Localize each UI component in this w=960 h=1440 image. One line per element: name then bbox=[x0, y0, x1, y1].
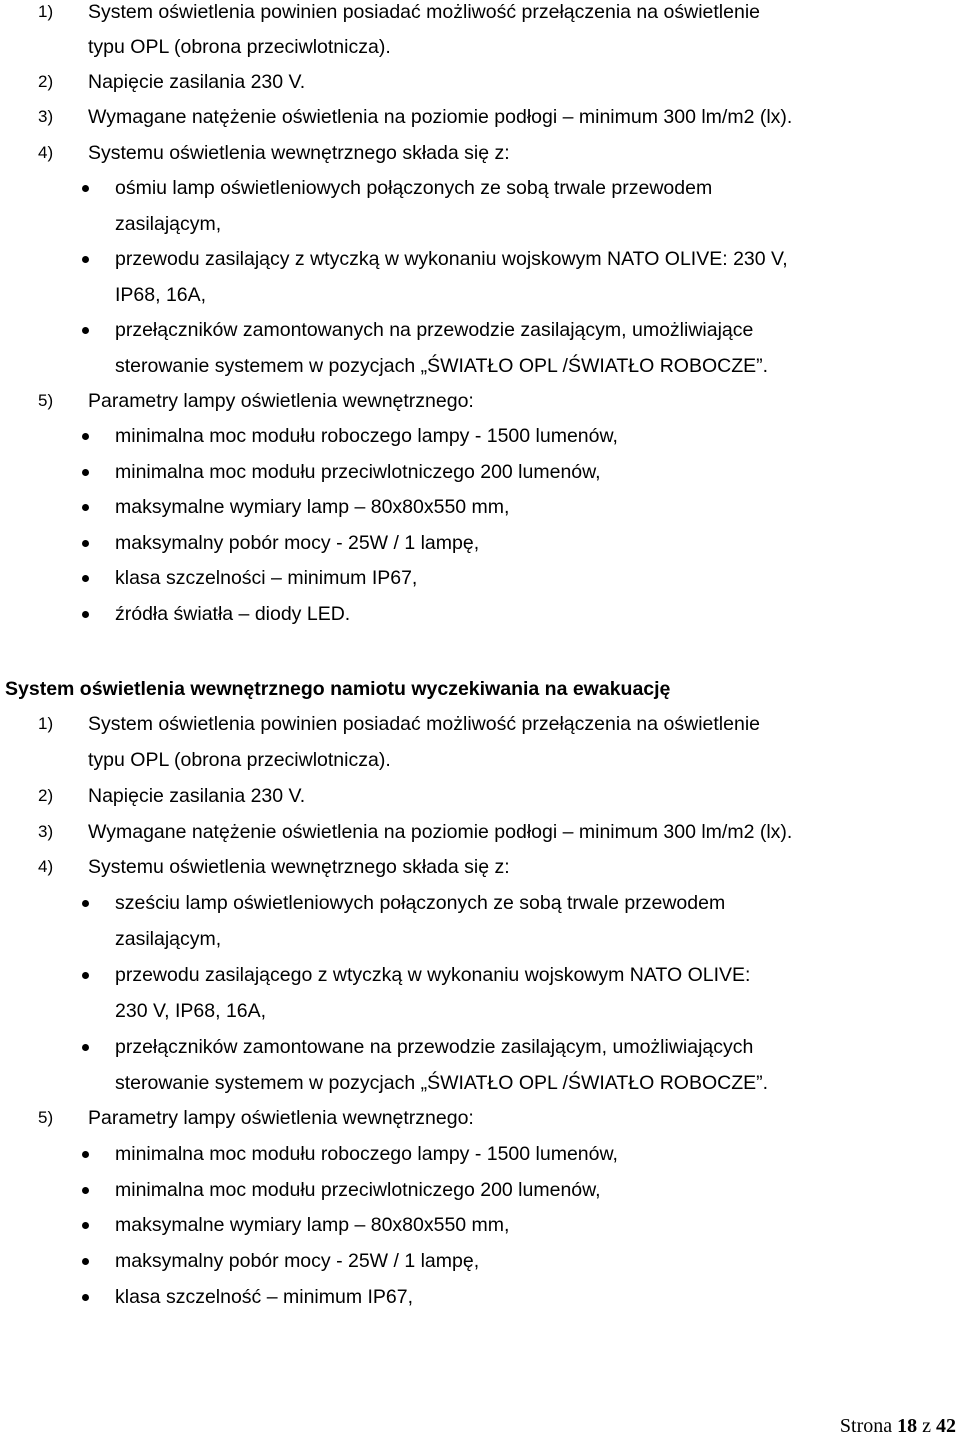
bullet-item-text: klasa szczelności – minimum IP67, bbox=[115, 567, 418, 589]
bullet-icon bbox=[82, 1187, 89, 1194]
list-item-text: System oświetlenia powinien posiadać możliwość przełączenia na oświetlenie bbox=[88, 1, 761, 23]
page-prefix: Strona bbox=[839, 1415, 893, 1437]
list-number: 3) bbox=[38, 107, 54, 126]
bullet-icon bbox=[82, 1222, 89, 1229]
bullet-icon bbox=[82, 611, 89, 618]
bullet-item-text: ośmiu lamp oświetleniowych połączonych ze sobą trwale przewodem bbox=[115, 177, 713, 199]
bullet-icon bbox=[82, 575, 89, 582]
list-number: 5) bbox=[38, 391, 54, 410]
bullet-item-text: przełączników zamontowanych na przewodzie zasilającym, umożliwiające bbox=[115, 319, 754, 341]
bullet-item-text: klasa szczelność – minimum IP67, bbox=[115, 1286, 414, 1308]
bullet-icon bbox=[82, 1044, 89, 1051]
bullet-item-text: sterowanie systemem w pozycjach „ŚWIATŁO OPL /ŚWIATŁO ROBOCZE”. bbox=[115, 355, 769, 377]
bullet-icon bbox=[82, 256, 89, 263]
list-item-text: Napięcie zasilania 230 V. bbox=[88, 785, 306, 807]
bullet-item-text: zasilającym, bbox=[115, 213, 222, 235]
list-number: 4) bbox=[38, 857, 54, 876]
bullet-item-text: maksymalny pobór mocy - 25W / 1 lampę, bbox=[115, 1250, 480, 1272]
list-number: 3) bbox=[38, 822, 54, 841]
list-item-text: typu OPL (obrona przeciwlotnicza). bbox=[88, 36, 391, 58]
bullet-icon bbox=[82, 1258, 89, 1265]
bullet-item-text: sterowanie systemem w pozycjach „ŚWIATŁO OPL /ŚWIATŁO ROBOCZE”. bbox=[115, 1072, 769, 1094]
list-item-text: Napięcie zasilania 230 V. bbox=[88, 71, 306, 93]
list-number: 1) bbox=[38, 2, 54, 21]
bullet-item-text: minimalna moc modułu roboczego lampy - 1500 lumenów, bbox=[115, 425, 618, 447]
list-number: 5) bbox=[38, 1108, 54, 1127]
page-separator: z bbox=[922, 1415, 931, 1437]
list-item-text: Systemu oświetlenia wewnętrznego składa się z: bbox=[88, 142, 510, 164]
list-number: 1) bbox=[38, 714, 54, 733]
bullet-item-text: maksymalny pobór mocy - 25W / 1 lampę, bbox=[115, 532, 480, 554]
bullet-item-text: przewodu zasilającego z wtyczką w wykonaniu wojskowym NATO OLIVE: bbox=[115, 964, 751, 986]
page-total: 42 bbox=[936, 1415, 956, 1437]
bullet-icon bbox=[82, 469, 89, 476]
bullet-icon bbox=[82, 972, 89, 979]
bullet-icon bbox=[82, 900, 89, 907]
bullet-item-text: minimalna moc modułu przeciwlotniczego 200 lumenów, bbox=[115, 1179, 601, 1201]
bullet-item-text: 230 V, IP68, 16A, bbox=[115, 1000, 267, 1022]
bullet-item-text: minimalna moc modułu roboczego lampy - 1500 lumenów, bbox=[115, 1143, 618, 1165]
bullet-item-text: zasilającym, bbox=[115, 928, 222, 950]
bullet-item-text: źródła światła – diody LED. bbox=[115, 603, 351, 625]
bullet-icon bbox=[82, 327, 89, 334]
bullet-item-text: IP68, 16A, bbox=[115, 284, 207, 306]
list-item-text: Parametry lampy oświetlenia wewnętrznego: bbox=[88, 390, 474, 412]
bullet-icon bbox=[82, 1151, 89, 1158]
bullet-item-text: minimalna moc modułu przeciwlotniczego 200 lumenów, bbox=[115, 461, 601, 483]
bullet-icon bbox=[82, 433, 89, 440]
bullet-item-text: maksymalne wymiary lamp – 80x80x550 mm, bbox=[115, 1214, 510, 1236]
bullet-icon bbox=[82, 185, 89, 192]
bullet-item-text: przełączników zamontowane na przewodzie zasilającym, umożliwiających bbox=[115, 1036, 754, 1058]
list-number: 2) bbox=[38, 72, 54, 91]
bullet-icon bbox=[82, 540, 89, 547]
list-item-text: Parametry lampy oświetlenia wewnętrznego: bbox=[88, 1107, 474, 1129]
section-heading: System oświetlenia wewnętrznego namiotu wyczekiwania na ewakuację bbox=[5, 678, 671, 700]
bullet-icon bbox=[82, 504, 89, 511]
list-item-text: Wymagane natężenie oświetlenia na poziomie podłogi – minimum 300 lm/m2 (lx). bbox=[88, 821, 793, 843]
list-number: 4) bbox=[38, 143, 54, 162]
list-item-text: Wymagane natężenie oświetlenia na poziomie podłogi – minimum 300 lm/m2 (lx). bbox=[88, 106, 793, 128]
bullet-icon bbox=[82, 1294, 89, 1301]
list-item-text: Systemu oświetlenia wewnętrznego składa się z: bbox=[88, 856, 510, 878]
bullet-item-text: przewodu zasilający z wtyczką w wykonaniu wojskowym NATO OLIVE: 230 V, bbox=[115, 248, 788, 270]
page-number bbox=[840, 1414, 956, 1438]
bullet-item-text: sześciu lamp oświetleniowych połączonych ze sobą trwale przewodem bbox=[115, 892, 726, 914]
list-item-text: System oświetlenia powinien posiadać możliwość przełączenia na oświetlenie bbox=[88, 713, 761, 735]
page-current: 18 bbox=[897, 1415, 918, 1437]
list-number: 2) bbox=[38, 786, 54, 805]
list-item-text: typu OPL (obrona przeciwlotnicza). bbox=[88, 749, 391, 771]
bullet-item-text: maksymalne wymiary lamp – 80x80x550 mm, bbox=[115, 496, 510, 518]
